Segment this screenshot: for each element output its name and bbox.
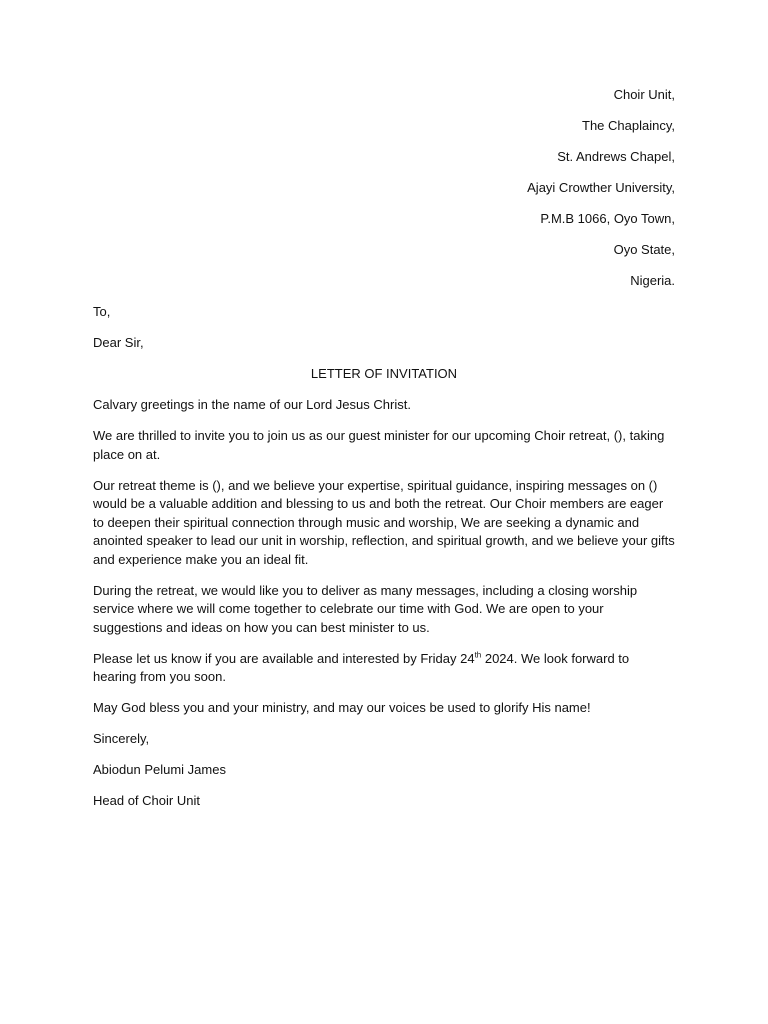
address-line: St. Andrews Chapel, [557, 149, 675, 164]
salutation: Dear Sir, [93, 335, 144, 350]
signer-title: Head of Choir Unit [93, 793, 200, 808]
recipient-line: To, [93, 304, 111, 319]
letter-content [93, 86, 675, 823]
retreat-paragraph: During the retreat, we would like you to deliver as many messages, including a closing worship service where we will come together to celebrate our time with God. We are open to your suggestions and ideas on how you can best minister to us. [93, 582, 638, 635]
theme-paragraph: Our retreat theme is (), and we believe your expertise, spiritual guidance, inspiring messages on () would be a valuable addition and blessing to us and both the retreat. Our Choir members are eager to deepen their spiritual connection through music and worship, We are seeking a dynamic and anointed speaker to lead our unit in worship, reflection, and spiritual growth, and we believe your gifts and experience make you an ideal fit. [93, 477, 675, 567]
address-line: The Chaplaincy, [582, 118, 675, 133]
signer-name: Abiodun Pelumi James [93, 762, 226, 777]
address-line: Choir Unit, [613, 87, 675, 102]
blessing-paragraph: May God bless you and your ministry, and may our voices be used to glorify His name! [93, 700, 591, 715]
greeting-paragraph: Calvary greetings in the name of our Lord Jesus Christ. [93, 397, 411, 412]
closing-line: Sincerely, [93, 731, 150, 746]
address-line: P.M.B 1066, Oyo Town, [540, 211, 675, 226]
deadline-text: Please let us know if you are available and interested by Friday 24 [93, 650, 475, 666]
letter-body [93, 303, 675, 811]
sender-address [93, 86, 675, 291]
address-line: Nigeria. [630, 273, 675, 288]
address-line: Oyo State, [613, 242, 675, 257]
deadline-paragraph [93, 650, 675, 687]
ordinal-suffix: th [474, 650, 482, 660]
letter-title: LETTER OF INVITATION [310, 366, 458, 381]
address-line: Ajayi Crowther University, [527, 180, 675, 195]
deadline-text-end: 2024. We look forward to hearing from you soon. [93, 650, 630, 684]
invitation-paragraph: We are thrilled to invite you to join us as our guest minister for our upcoming Choir retreat, (), taking place on at. [93, 428, 665, 462]
